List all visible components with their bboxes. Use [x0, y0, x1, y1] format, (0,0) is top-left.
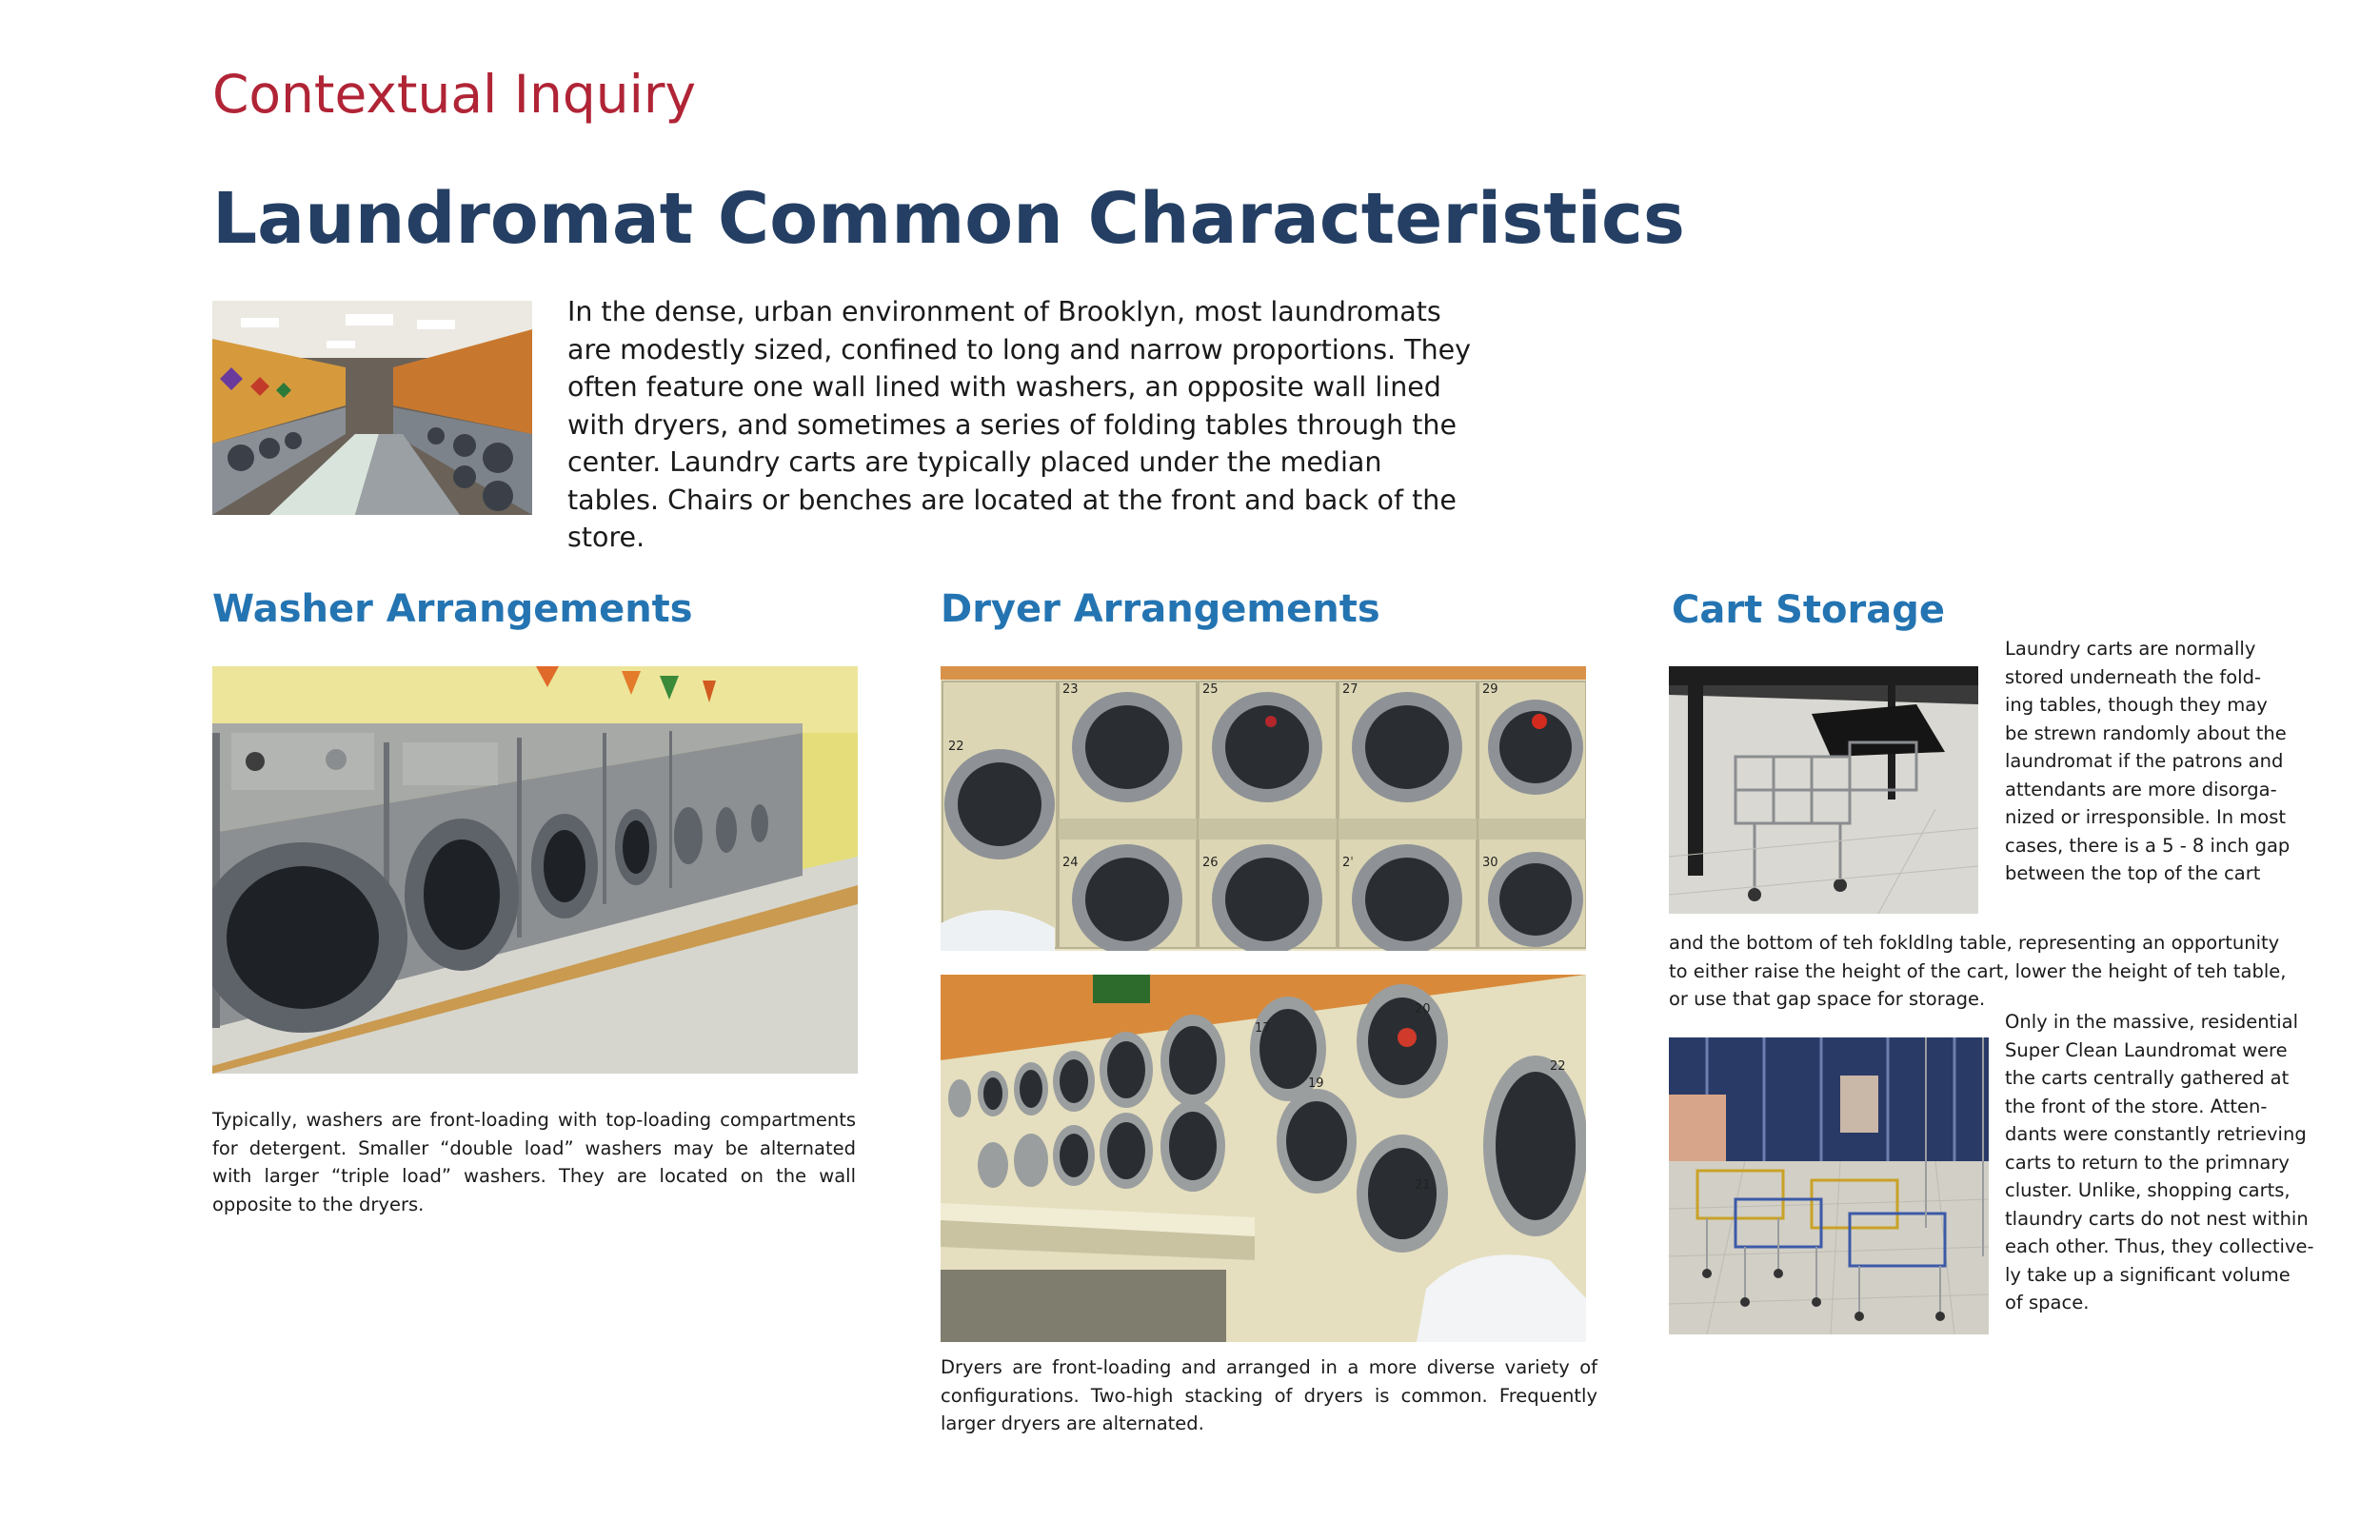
text-line: each other. Thus, they collective- [2005, 1235, 2314, 1257]
text-line: laundromat if the patrons and [2005, 750, 2284, 772]
washer-row-photo [212, 666, 858, 1074]
text-line: between the top of the cart [2005, 862, 2261, 884]
dryer-number: 25 [1202, 682, 1219, 697]
text-line: Super Clean Laundromat were [2005, 1038, 2288, 1061]
text-line: of space. [2005, 1292, 2090, 1313]
carts-under-table-photo [1669, 666, 1978, 914]
dryer-stack-photo [941, 666, 1586, 951]
dryer-caption: Dryers are front-loading and arranged in a more diverse variety of configurations. Two-high stacking of dryers is common. Frequently larger dryers are alternated. [941, 1356, 1597, 1434]
text-line: and the bottom of teh fokldlng table, representing an opportunity [1669, 932, 2280, 954]
text-line: ly take up a significant volume [2005, 1263, 2291, 1286]
dryer-number: 20 [1415, 1002, 1431, 1017]
intro-paragraph: In the dense, urban environment of Brooklyn, most laundromats are modestly sized, confined to long and narrow proportions. They often feature one wall lined with washers, an opposite wall lined with dryers, and sometimes a series of folding tables through the center. Laundry carts are typically placed under the median tables. Chairs or benches are located at the front and back of the store. [567, 296, 1472, 553]
washer-heading: Washer Arrangements [212, 587, 693, 631]
text-line: Laundry carts are normally [2005, 638, 2256, 660]
dryer-number: 27 [1342, 682, 1359, 697]
dryer-number: 22 [948, 740, 964, 754]
dryer-heading: Dryer Arrangements [941, 587, 1380, 631]
carts-gathered-photo [1669, 1037, 1989, 1334]
cart-text-bottom [2005, 1008, 2314, 1317]
cart-text-top [2005, 635, 2290, 888]
text-line: nized or irresponsible. In most [2005, 806, 2287, 828]
dryer-row-photo [941, 975, 1586, 1342]
dryer-number: 24 [1062, 856, 1079, 870]
dryer-number: 30 [1482, 856, 1498, 870]
text-line: the carts centrally gathered at [2005, 1067, 2290, 1089]
dryer-number: 29 [1482, 682, 1498, 697]
text-line: tlaundry carts do not nest within [2005, 1207, 2309, 1230]
dryer-number: 2ˈ [1342, 856, 1354, 870]
dryer-number: 26 [1202, 856, 1219, 870]
section-kicker: Contextual Inquiry [212, 64, 697, 125]
laundromat-interior-photo [212, 301, 532, 515]
text-line: the front of the store. Atten- [2005, 1095, 2268, 1117]
dryer-number: 23 [1062, 682, 1079, 697]
dryer-number: 19 [1308, 1076, 1324, 1091]
text-line: attendants are more disorga- [2005, 778, 2277, 800]
text-line: cases, there is a 5 - 8 inch gap [2005, 834, 2291, 857]
text-line: or use that gap space for storage. [1669, 988, 1986, 1010]
text-line: carts to return to the primnary [2005, 1151, 2290, 1174]
dryer-number: 22 [1550, 1059, 1566, 1074]
text-line: Only in the massive, residential [2005, 1011, 2298, 1033]
text-line: to either raise the height of the cart, lower the height of teh table, [1669, 959, 2287, 982]
dryer-number: 21 [1415, 1178, 1431, 1193]
cart-text-middle [1669, 929, 2286, 1014]
text-line: stored underneath the fold- [2005, 665, 2262, 688]
cart-heading: Cart Storage [1672, 588, 1946, 632]
text-line: be strewn randomly about the [2005, 721, 2287, 744]
page-title: Laundromat Common Characteristics [212, 178, 1685, 260]
washer-caption: Typically, washers are front-loading with top-loading compartments for detergent. Smaller “double load” washers may be alternated with larger “triple load” washers. They are located on the wall opposite to the dryers. [212, 1109, 856, 1215]
text-line: cluster. Unlike, shopping carts, [2005, 1179, 2291, 1201]
dryer-number: 17 [1255, 1021, 1271, 1036]
text-line: dants were constantly retrieving [2005, 1123, 2307, 1145]
text-line: ing tables, though they may [2005, 694, 2268, 716]
